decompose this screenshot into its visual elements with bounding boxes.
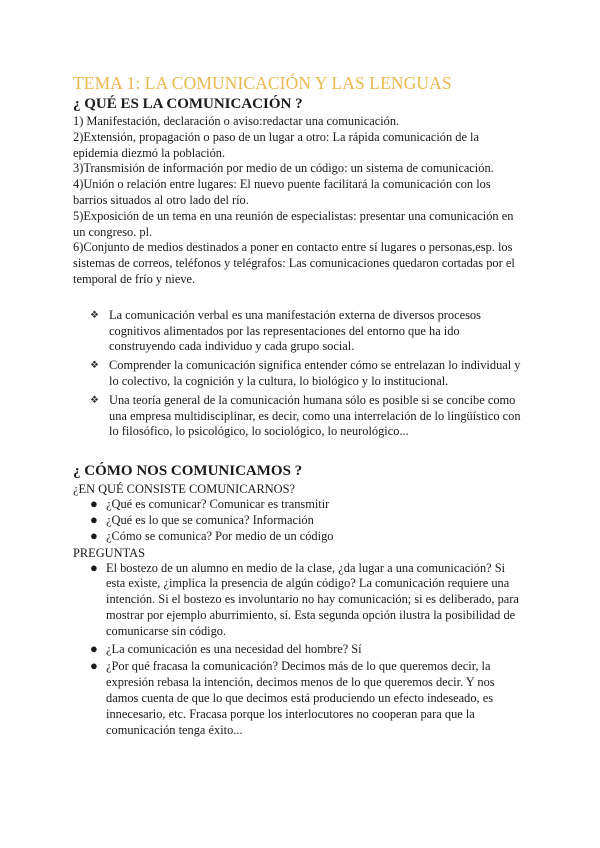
diamond-bullet-icon: ❖ <box>90 394 99 406</box>
diamond-bullet-list <box>90 308 525 440</box>
definition-3: 3)Transmisión de información por medio de un código: un sistema de comunicación. <box>73 161 494 176</box>
subheading-en-que-consiste: ¿EN QUÉ CONSISTE COMUNICARNOS? <box>73 482 295 497</box>
list-item <box>90 497 525 513</box>
definition-6: 6)Conjunto de medios destinados a poner en contacto entre sí lugares o personas,esp. los sistemas de correos, teléfonos y telégrafos: Las comunicaciones quedaron cortadas por el temporal de frío y nieve. <box>73 240 515 286</box>
section-heading-que-es: ¿ QUÉ ES LA COMUNICACIÓN ? <box>73 96 303 112</box>
list-item <box>90 358 525 390</box>
question-text: El bostezo de un alumno en medio de la clase, ¿da lugar a una comunicación? Si esta existe, ¿implica la presencia de algún código? La comunicación requiere una intención. Si el bostezo es involuntario no hay comunicación; si es deliberado, para mostrar por ejemplo aburrimiento, sí. Esta segunda opción ilustra la posibilidad de comunicarse sin código. <box>106 560 519 638</box>
list-item-text: ¿Qué es lo que se comunica? Información <box>106 512 314 527</box>
question-item <box>90 642 525 658</box>
question-item <box>90 659 525 738</box>
dot-bullet-list <box>90 497 525 544</box>
question-text: ¿Por qué fracasa la comunicación? Decimos más de lo que queremos decir, la expresión rebasa la intención, decimos menos de lo que queremos decir. Y nos damos cuenta de que lo que decimos está produciendo un efecto indeseado, es innecesario, etc. Fracasa porque los interlocutores no cooperan para que la comunicación tenga éxito... <box>106 659 495 737</box>
page-content <box>73 72 525 740</box>
section-heading-como-nos-comunicamos: ¿ CÓMO NOS COMUNICAMOS ? <box>73 463 303 480</box>
question-item <box>90 561 525 640</box>
definition-1: 1) Manifestación, declaración o aviso:redactar una comunicación. <box>73 114 400 128</box>
definitions-list <box>73 114 525 288</box>
question-text: ¿La comunicación es una necesidad del hombre? Sí <box>106 641 362 656</box>
diamond-bullet-icon: ❖ <box>90 360 99 372</box>
dot-bullet-icon: ● <box>90 640 98 656</box>
definition-2: 2)Extensión, propagación o paso de un lugar a otro: La rápida comunicación de la epidemia diezmó la población. <box>73 129 479 160</box>
page-title: TEMA 1: LA COMUNICACIÓN Y LAS LENGUAS <box>73 73 452 93</box>
dot-bullet-icon: ● <box>90 496 98 512</box>
list-item <box>90 513 525 529</box>
dot-bullet-icon: ● <box>90 527 98 543</box>
list-item-text: Una teoría general de la comunicación humana sólo es posible si se concibe como una empresa multidisciplinar, es decir, como una interrelación de lo lingüístico con lo filosófico, lo psicológico, lo sociológico, lo neurológico... <box>109 392 521 439</box>
diamond-bullet-icon: ❖ <box>90 309 99 321</box>
dot-bullet-icon: ● <box>90 658 98 674</box>
questions-list <box>90 561 525 739</box>
list-item <box>90 529 525 545</box>
list-item-text: ¿Qué es comunicar? Comunicar es transmitir <box>106 497 330 512</box>
list-item-text: La comunicación verbal es una manifestación externa de diversos procesos cognitivos alimentados por las representaciones del entorno que ha ido construyendo cada individuo y cada grupo social. <box>109 307 481 354</box>
definition-4: 4)Unión o relación entre lugares: El nuevo puente facilitará la comunicación con los barrios situados al otro lado del río. <box>73 177 491 207</box>
list-item-text: Comprender la comunicación significa entender cómo se entrelazan lo individual y lo colectivo, la cognición y la cultura, lo biológico y lo institucional. <box>109 358 521 388</box>
preguntas-label: PREGUNTAS <box>73 545 145 560</box>
dot-bullet-icon: ● <box>90 559 98 575</box>
list-item <box>90 308 525 355</box>
definition-5: 5)Exposición de un tema en una reunión de especialistas: presentar una comunicación en un congreso. pl. <box>73 208 514 239</box>
dot-bullet-icon: ● <box>90 511 98 527</box>
list-item <box>90 393 525 440</box>
list-item-text: ¿Cómo se comunica? Por medio de un código <box>106 528 334 543</box>
